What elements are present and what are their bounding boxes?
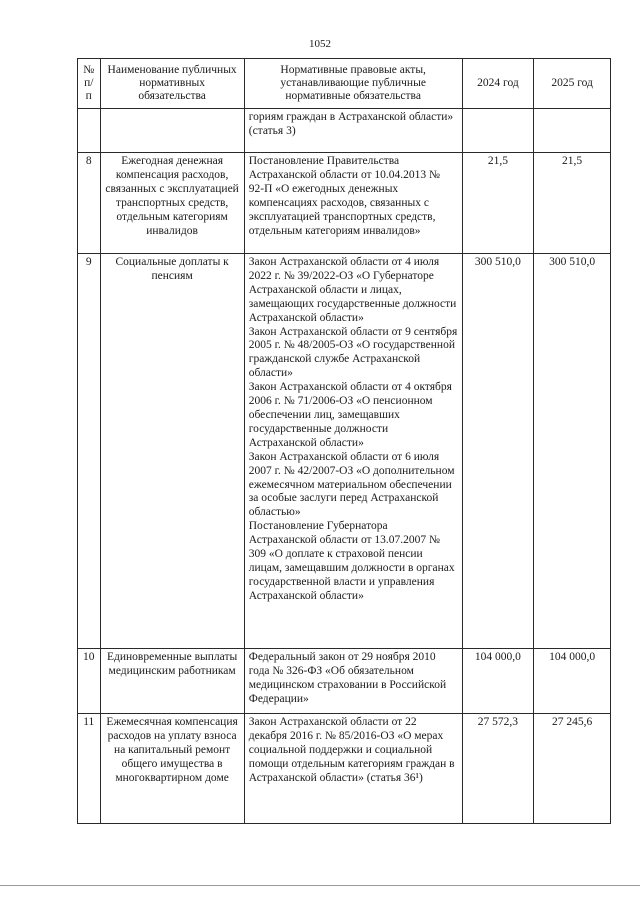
row-number: 11 (78, 714, 101, 824)
legal-act: Постановление Правительства Астраханской области от 10.04.2013 № 92-П «О ежегодных денежных компенсациях расходов, связанных с эксплуатацией транспортных средств, отдельным категориям инвалидов» (248, 155, 441, 237)
value-2025: 21,5 (534, 153, 611, 254)
table-row (78, 254, 611, 649)
value-2024: 300 510,0 (462, 254, 534, 649)
page-bottom-divider (0, 885, 640, 886)
header-name: Наименование публичных нормативных обязательства (100, 59, 244, 109)
value-2024: 27 572,3 (462, 714, 534, 824)
row-number (78, 109, 101, 153)
value-2024: 21,5 (462, 153, 534, 254)
legal-act: Закон Астраханской области от 4 июля 2022 г. № 39/2022-ОЗ «О Губернаторе Астраханской области и лицах, замещающих государственные должности Астраханской области» (248, 256, 457, 324)
table-row (78, 109, 611, 153)
obligations-table (77, 58, 611, 824)
table-row (78, 714, 611, 824)
value-2024: 104 000,0 (462, 649, 534, 714)
header-2025: 2025 год (534, 59, 611, 109)
obligation-name: Социальные доплаты к пенсиям (100, 254, 244, 649)
legal-acts (244, 714, 462, 824)
row-number: 10 (78, 649, 101, 714)
legal-acts (244, 254, 462, 649)
page-number: 1052 (309, 38, 331, 50)
legal-act: Закон Астраханской области от 6 июля 2007 г. № 42/2007-ОЗ «О дополнительном ежемесячном материальном обеспечении за особые заслуги перед Астраханской областью» (248, 450, 455, 519)
legal-act: (статья 3) (248, 124, 296, 137)
legal-act: Постановление Губернатора Астраханской области от 13.07.2007 № 309 «О доплате к страховой пенсии лицам, замещавшим должности в органах государственной власти и управления Астраханской области» (248, 520, 455, 602)
table-row (78, 649, 611, 714)
obligation-name: Ежемесячная компенсация расходов на уплату взноса на капитальный ремонт общего имущества в многоквартирном доме (100, 714, 244, 824)
value-2025: 104 000,0 (534, 649, 611, 714)
legal-act: гориям граждан в Астраханской области» (248, 111, 454, 123)
obligation-name: Ежегодная денежная компенсация расходов, связанных с эксплуатацией транспортных средств, отдельным категориям инвалидов (100, 153, 244, 254)
header-acts: Нормативные правовые акты, устанавливающие публичные нормативные обязательства (244, 59, 462, 109)
row-number: 9 (78, 254, 101, 649)
legal-act: Закон Астраханской области от 9 сентября 2005 г. № 48/2005-ОЗ «О государственной гражданской службе Астраханской области» (248, 325, 458, 380)
value-2025: 300 510,0 (534, 254, 611, 649)
value-2025: 27 245,6 (534, 714, 611, 824)
legal-act: Федеральный закон от 29 ноября 2010 года № 326-ФЗ «Об обязательном медицинском страховании в Российской Федерации» (248, 651, 447, 705)
legal-act: Закон Астраханской области от 4 октября 2006 г. № 71/2006-ОЗ «О пенсионном обеспечении лиц, замещавших государственные должности Астраханской области» (248, 381, 452, 449)
header-num: № п/п (78, 59, 101, 109)
obligation-name: Единовременные выплаты медицинским работникам (100, 649, 244, 714)
table-header-row (78, 59, 611, 109)
header-2024: 2024 год (462, 59, 534, 109)
table-row (78, 153, 611, 254)
value-2024 (462, 109, 534, 153)
legal-acts (244, 649, 462, 714)
obligation-name (100, 109, 244, 153)
legal-acts (244, 153, 462, 254)
row-number: 8 (78, 153, 101, 254)
value-2025 (534, 109, 611, 153)
legal-acts (244, 109, 462, 153)
legal-act: Закон Астраханской области от 22 декабря 2016 г. № 85/2016-ОЗ «О мерах социальной поддержки и социальной помощи отдельным категориям граждан в Астраханской области» (статья 36¹) (248, 716, 455, 784)
